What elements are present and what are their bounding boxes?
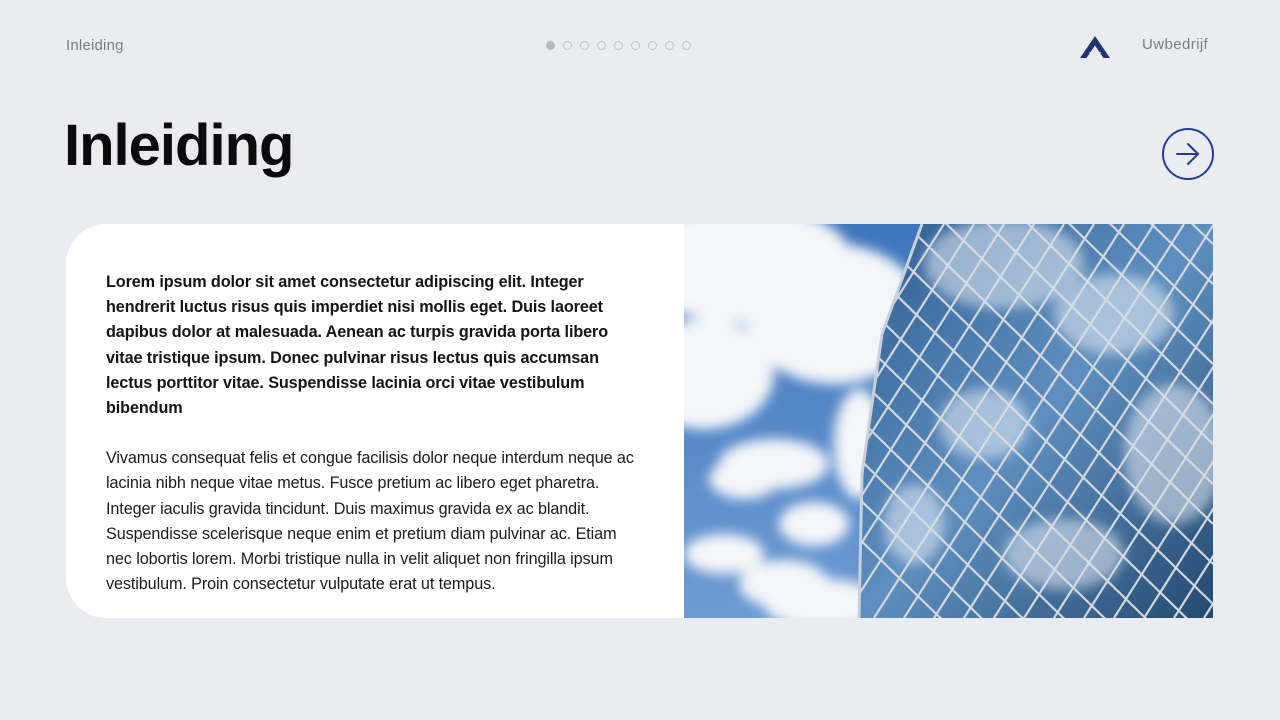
next-slide-button[interactable] <box>1162 128 1214 180</box>
pagination-dot[interactable] <box>563 41 572 50</box>
intro-paragraph: Vivamus consequat felis et congue facilisis dolor neque interdum neque ac lacinia nibh neque vitae metus. Fusce pretium ac libero eget pharetra. Integer iaculis gravida tincidunt. Duis maximus gravida ex ac blandit. Suspendisse scelerisque neque enim et pretium diam pulvinar ac. Etiam nec lobortis lorem. Morbi tristique nulla in velit aliquet non fringilla ipsum vestibulum. Proin consectetur vulputate erat ut tempus. <box>106 449 634 594</box>
content-card <box>66 224 1213 618</box>
page-title: Inleiding <box>64 113 294 178</box>
pagination-dot-active[interactable] <box>546 41 555 50</box>
company-logo-icon <box>1080 36 1110 58</box>
pagination-dot[interactable] <box>665 41 674 50</box>
company-name: Uwbedrijf <box>1142 36 1209 53</box>
pagination-dot[interactable] <box>682 41 691 50</box>
text-column <box>106 270 640 597</box>
pagination-dot[interactable] <box>631 41 640 50</box>
intro-paragraph-bold: Lorem ipsum dolor sit amet consectetur adipiscing elit. Integer hendrerit luctus risus quis imperdiet nisi mollis eget. Duis laoreet dapibus dolor at malesuada. Aenean ac turpis gravida porta libero vitae tristique ipsum. Donec pulvinar risus lectus quis accumsan lectus porttitor vitae. Suspendisse lacinia orci vitae vestibulum bibendum <box>106 273 609 418</box>
slide-pagination <box>546 41 691 50</box>
pagination-dot[interactable] <box>648 41 657 50</box>
pagination-dot[interactable] <box>597 41 606 50</box>
arrow-right-icon <box>1174 140 1202 168</box>
pagination-dot[interactable] <box>614 41 623 50</box>
pagination-dot[interactable] <box>580 41 589 50</box>
breadcrumb: Inleiding <box>66 37 124 54</box>
building-sky-photo <box>684 224 1213 618</box>
